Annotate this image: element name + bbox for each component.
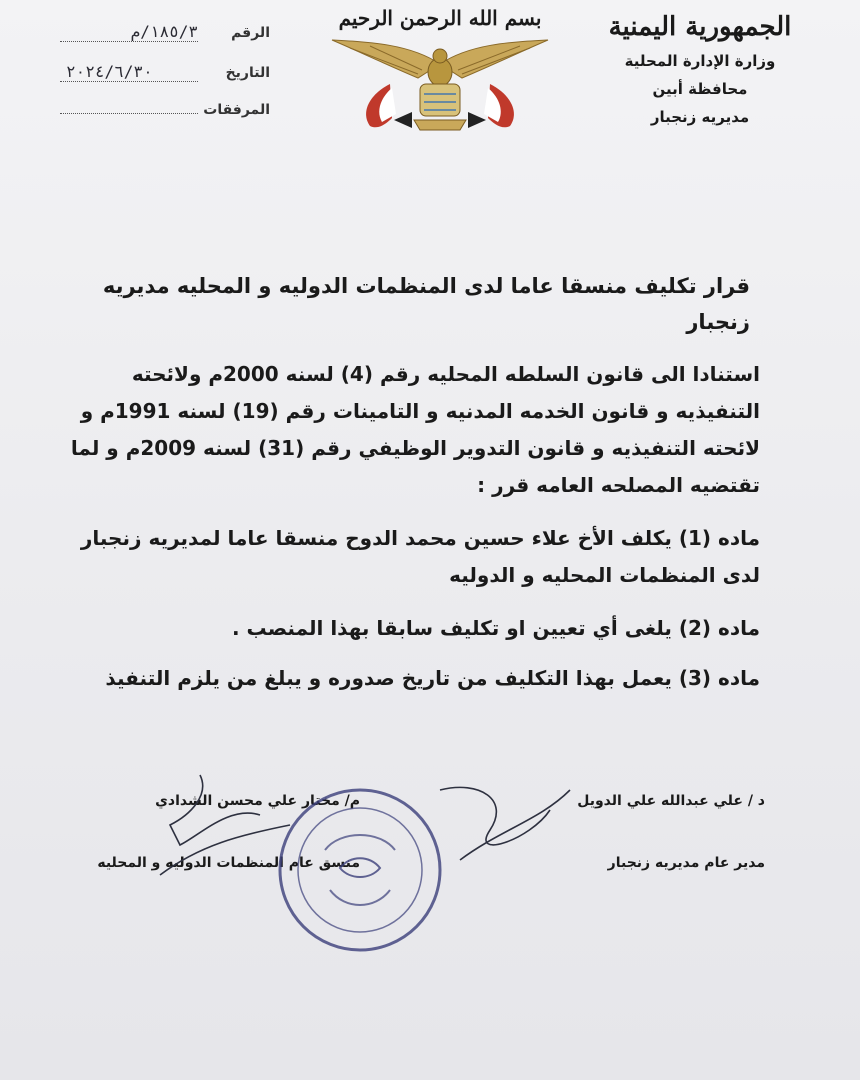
reference-number: ١٨٥/٣/م — [60, 22, 198, 42]
director-signature-ink-icon — [420, 770, 580, 880]
ministry-name: وزارة الإدارة المحلية — [624, 52, 776, 70]
letterhead-right — [580, 12, 820, 136]
coordinator-signature-ink-icon — [140, 765, 300, 885]
reference-date-row — [60, 62, 270, 102]
reference-attachments — [60, 113, 198, 114]
basmala: بسم الله الرحمن الرحيم — [338, 6, 542, 30]
directorate-name: مديريه زنجبار — [650, 108, 750, 126]
letterhead-center — [330, 4, 550, 134]
reference-number-label: الرقم — [231, 25, 270, 41]
reference-fields — [60, 22, 270, 142]
decision-title: قرار تكليف منسقا عاما لدى المنظمات الدوليه و المحليه مديريه زنجبار — [102, 274, 750, 334]
coordinator-title: منسق عام المنظمات الدوليه و المحليه — [97, 855, 360, 871]
reference-date-label: التاريخ — [225, 65, 270, 81]
republic-name: الجمهورية اليمنية — [608, 12, 792, 42]
reference-attachments-row — [60, 102, 270, 142]
decision-preamble: استنادا الى قانون السلطه المحليه رقم (4) لسنه 2000م ولائحته التنفيذيه و قانون الخدمه المدنيه و التامينات رقم (19) لسنه 1991م و لائحته التنفيذيه و قانون التدوير الوظيفي رقم (31) لسنه 2009م و لما تقتضيه المصلحه العامه قرر : — [70, 362, 760, 497]
reference-date: ٢٠٢٤/٦/٣٠ — [60, 62, 198, 82]
director-name: د / علي عبدالله علي الدويل — [577, 793, 765, 809]
reference-number-row — [60, 22, 270, 62]
article-2: ماده (2) يلغى أي تعيين او تكليف سابقا بهذا المنصب . — [231, 616, 760, 640]
governorate-name: محافظة أبين — [652, 80, 748, 98]
article-1: ماده (1) يكلف الأخ علاء حسين محمد الدوح منسقا عاما لمديريه زنجبار لدى المنظمات المحليه و الدوليه — [80, 526, 760, 587]
coordinator-name: م/ مختار علي محسن الشدادي — [155, 793, 360, 809]
yemen-eagle-emblem-icon — [330, 34, 550, 134]
director-title: مدير عام مديريه زنجبار — [607, 855, 765, 871]
reference-attachments-label: المرفقات — [203, 102, 270, 118]
article-3: ماده (3) يعمل بهذا التكليف من تاريخ صدوره و يبلغ من يلزم التنفيذ — [105, 666, 760, 690]
